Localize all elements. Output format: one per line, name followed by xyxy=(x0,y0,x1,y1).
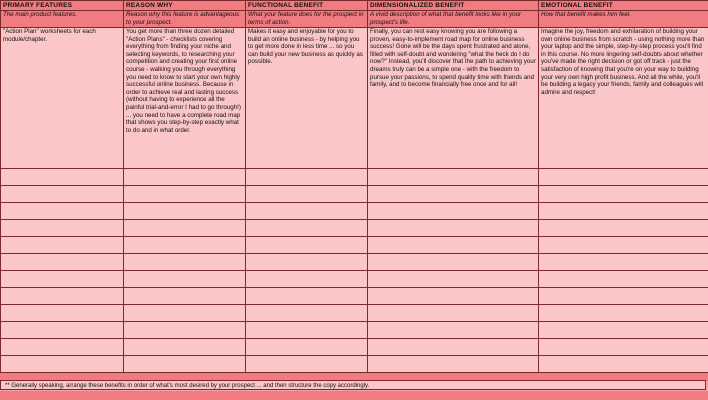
empty-cell[interactable] xyxy=(124,203,246,220)
empty-cell[interactable] xyxy=(539,322,708,339)
empty-row xyxy=(1,288,708,305)
subheader-reason-why: Reason why this feature is advantageous to your prospect. xyxy=(124,11,246,28)
empty-row xyxy=(1,186,708,203)
empty-cell[interactable] xyxy=(1,186,124,203)
empty-row xyxy=(1,322,708,339)
empty-cell[interactable] xyxy=(1,237,124,254)
empty-cell[interactable] xyxy=(539,186,708,203)
empty-row xyxy=(1,203,708,220)
empty-cell[interactable] xyxy=(539,339,708,356)
empty-cell[interactable] xyxy=(539,305,708,322)
empty-cell[interactable] xyxy=(368,288,539,305)
empty-cell[interactable] xyxy=(368,339,539,356)
empty-cell[interactable] xyxy=(124,254,246,271)
empty-cell[interactable] xyxy=(246,169,368,186)
empty-cell[interactable] xyxy=(124,237,246,254)
empty-row xyxy=(1,271,708,288)
empty-cell[interactable] xyxy=(368,169,539,186)
empty-cell[interactable] xyxy=(124,356,246,373)
empty-cell[interactable] xyxy=(124,271,246,288)
header-emotional-benefit: EMOTIONAL BENEFIT xyxy=(539,1,708,11)
header-primary-features: PRIMARY FEATURES xyxy=(1,1,124,11)
empty-row xyxy=(1,339,708,356)
empty-cell[interactable] xyxy=(368,305,539,322)
empty-cell[interactable] xyxy=(246,356,368,373)
empty-row xyxy=(1,169,708,186)
empty-cell[interactable] xyxy=(539,271,708,288)
empty-cell[interactable] xyxy=(246,186,368,203)
empty-cell[interactable] xyxy=(1,203,124,220)
empty-cell[interactable] xyxy=(124,339,246,356)
subheader-primary-features: The main product features. xyxy=(1,11,124,28)
empty-cell[interactable] xyxy=(246,322,368,339)
header-functional-benefit: FUNCTIONAL BENEFIT xyxy=(246,1,368,11)
empty-cell[interactable] xyxy=(246,271,368,288)
header-dimensionalized-benefit: DIMENSIONALIZED BENEFIT xyxy=(368,1,539,11)
cell-dimensionalized-benefit[interactable]: Finally, you can rest easy knowing you are following a proven, easy-to-implement road map for online business success! Gone will be the days spent frustrated and alone, filled with self-doubt and wondering "what the heck do I do now?" Instead, you'll discover that the path to achieving your dreams truly can be a simple one - with the freedom to pursue your passions, to spend quality time with friends and family, and to become financially free once and for all! xyxy=(368,28,539,169)
empty-cell[interactable] xyxy=(368,322,539,339)
empty-cell[interactable] xyxy=(539,288,708,305)
empty-cell[interactable] xyxy=(246,305,368,322)
empty-cell[interactable] xyxy=(1,254,124,271)
empty-cell[interactable] xyxy=(539,169,708,186)
empty-cell[interactable] xyxy=(124,288,246,305)
table-row xyxy=(1,28,708,169)
empty-row xyxy=(1,237,708,254)
empty-cell[interactable] xyxy=(124,305,246,322)
empty-cell[interactable] xyxy=(1,339,124,356)
empty-cell[interactable] xyxy=(124,169,246,186)
cell-functional-benefit[interactable]: Makes it easy and enjoyable for you to build an online business - by helping you to get more done in less time ... so you can build your new business as quickly as possible. xyxy=(246,28,368,169)
empty-row xyxy=(1,305,708,322)
cell-reason-why[interactable]: You get more than three dozen detailed "Action Plans" - checklists covering everything from finding your niche and selecting keywords, to researching your competition and creating your first online course - walking you through everything you need to know to start your own highly successful online business. Because in order to achieve real and lasting success (without having to experience all the painful trial-and-error I had to go through!) ... you need to have a complete road map that shows you step-by-step exactly what to do and in what order. xyxy=(124,28,246,169)
empty-row xyxy=(1,356,708,373)
empty-cell[interactable] xyxy=(246,288,368,305)
empty-cell[interactable] xyxy=(1,356,124,373)
empty-cell[interactable] xyxy=(539,220,708,237)
empty-cell[interactable] xyxy=(1,220,124,237)
subheader-dimensionalized-benefit: A vivid description of what that benefit looks like in your prospect's life. xyxy=(368,11,539,28)
cell-emotional-benefit[interactable]: Imagine the joy, freedom and exhilaration of building your own online business from scratch - using nothing more than your laptop and the simple, step-by-step process you'll find in this course. No more lingering self-doubts about whether you've made the right decision or got off track - just the satisfaction of knowing that you're on your way to building your very own high profit business. And all the while, you'll be building a legacy your friends, family and colleagues will admire and respect! xyxy=(539,28,708,169)
empty-row xyxy=(1,254,708,271)
empty-cell[interactable] xyxy=(246,203,368,220)
empty-cell[interactable] xyxy=(368,356,539,373)
empty-cell[interactable] xyxy=(539,254,708,271)
bottom-band xyxy=(0,391,708,400)
empty-cell[interactable] xyxy=(539,203,708,220)
empty-cell[interactable] xyxy=(246,220,368,237)
empty-cell[interactable] xyxy=(1,288,124,305)
subheader-emotional-benefit: How that benefit makes him feel. xyxy=(539,11,708,28)
empty-cell[interactable] xyxy=(124,220,246,237)
empty-cell[interactable] xyxy=(368,271,539,288)
empty-row xyxy=(1,220,708,237)
footnote-text: ** Generally speaking, arrange these benefits in order of what's most desired by your prospect ... and then structure the copy accordingly. xyxy=(0,380,706,390)
cell-primary-features[interactable]: "Action Plan" worksheets for each module/chapter. xyxy=(1,28,124,169)
empty-cell[interactable] xyxy=(1,322,124,339)
empty-cell[interactable] xyxy=(368,220,539,237)
empty-cell[interactable] xyxy=(539,237,708,254)
empty-cell[interactable] xyxy=(246,254,368,271)
empty-cell[interactable] xyxy=(1,271,124,288)
empty-cell[interactable] xyxy=(368,237,539,254)
empty-cell[interactable] xyxy=(368,186,539,203)
subheader-functional-benefit: What your feature does for the prospect in terms of action. xyxy=(246,11,368,28)
empty-cell[interactable] xyxy=(246,237,368,254)
empty-cell[interactable] xyxy=(368,203,539,220)
empty-cell[interactable] xyxy=(1,305,124,322)
empty-cell[interactable] xyxy=(124,322,246,339)
empty-cell[interactable] xyxy=(124,186,246,203)
empty-cell[interactable] xyxy=(368,254,539,271)
empty-cell[interactable] xyxy=(246,339,368,356)
empty-cell[interactable] xyxy=(1,169,124,186)
empty-cell[interactable] xyxy=(539,356,708,373)
header-row xyxy=(1,1,708,11)
subheader-row xyxy=(1,11,708,28)
header-reason-why: REASON WHY xyxy=(124,1,246,11)
